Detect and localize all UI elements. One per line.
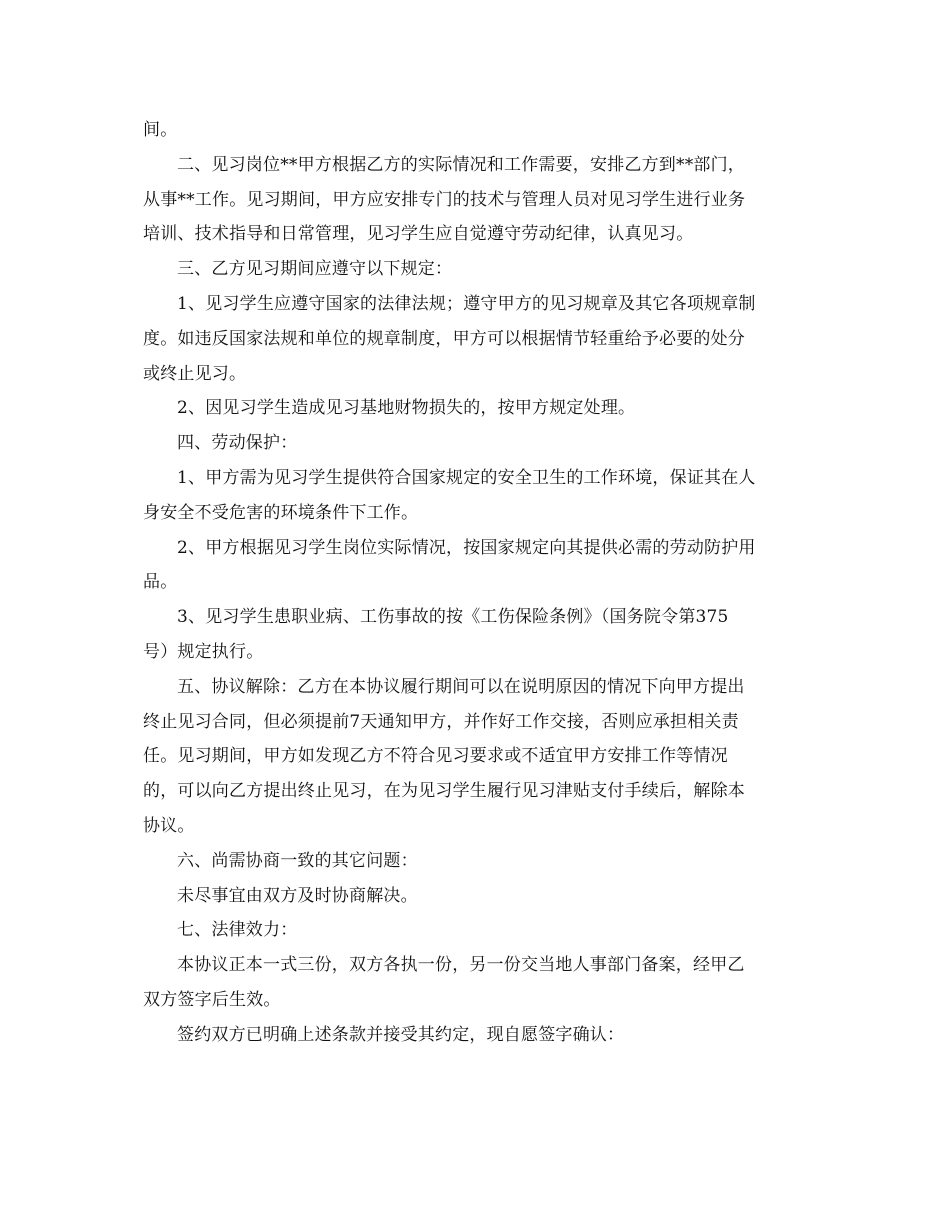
document-body — [143, 113, 808, 1053]
text-line: 身安全不受危害的环境条件下工作。 — [143, 502, 419, 523]
text-line: 双方签字后生效。 — [143, 989, 281, 1010]
paragraph-line: 未尽事宜由双方及时协商解决。 — [177, 885, 418, 906]
clause-item: 1、见习学生应遵守国家的法律法规；遵守甲方的见习规章及其它各项规章制 — [177, 293, 756, 314]
section-heading-termination: 五、协议解除：乙方在本协议履行期间可以在说明原因的情况下向甲方提出 — [177, 676, 745, 697]
text-line: 品。 — [143, 572, 178, 593]
clause-item: 2、甲方根据见习学生岗位实际情况，按国家规定向其提供必需的劳动防护用 — [177, 537, 756, 558]
text-line: 度。如违反国家法规和单位的规章制度，甲方可以根据情节轻重给予必要的处分 — [143, 328, 745, 349]
clause-item: 2、因见习学生造成见习基地财物损失的，按甲方规定处理。 — [177, 398, 636, 419]
section-heading-position: 二、见习岗位**甲方根据乙方的实际情况和工作需要，安排乙方到**部门， — [177, 154, 745, 175]
text-line: 从事**工作。见习期间，甲方应安排专门的技术与管理人员对见习学生进行业务 — [143, 189, 746, 210]
text-line: 的，可以向乙方提出终止见习，在为见习学生履行见习津贴支付手续后，解除本 — [143, 781, 745, 802]
section-heading-rules: 三、乙方见习期间应遵守以下规定： — [177, 259, 453, 280]
section-heading-labor-protection: 四、劳动保护： — [177, 433, 298, 454]
clause-item: 3、见习学生患职业病、工伤事故的按《工伤保险条例》（国务院令第375 — [177, 607, 729, 628]
text-line: 培训、技术指导和日常管理，见习学生应自觉遵守劳动纪律，认真见习。 — [143, 224, 694, 245]
section-heading-legal-effect: 七、法律效力： — [177, 920, 298, 941]
text-line: 或终止见习。 — [143, 363, 247, 384]
text-line: 任。见习期间，甲方如发现乙方不符合见习要求或不适宜甲方安排工作等情况 — [143, 746, 728, 767]
signing-statement: 签约双方已明确上述条款并接受其约定，现自愿签字确认： — [177, 1024, 625, 1045]
text-line: 间。 — [143, 120, 178, 140]
clause-item: 1、甲方需为见习学生提供符合国家规定的安全卫生的工作环境，保证其在人 — [177, 467, 756, 488]
paragraph-line: 本协议正本一式三份，双方各执一份，另一份交当地人事部门备案，经甲乙 — [177, 955, 745, 976]
text-line: 协议。 — [143, 815, 195, 836]
text-line: 号）规定执行。 — [143, 641, 264, 662]
section-heading-other-issues: 六、尚需协商一致的其它问题： — [177, 850, 418, 871]
text-line: 终止见习合同，但必须提前7天通知甲方，并作好工作交接，否则应承担相关责 — [143, 711, 739, 732]
